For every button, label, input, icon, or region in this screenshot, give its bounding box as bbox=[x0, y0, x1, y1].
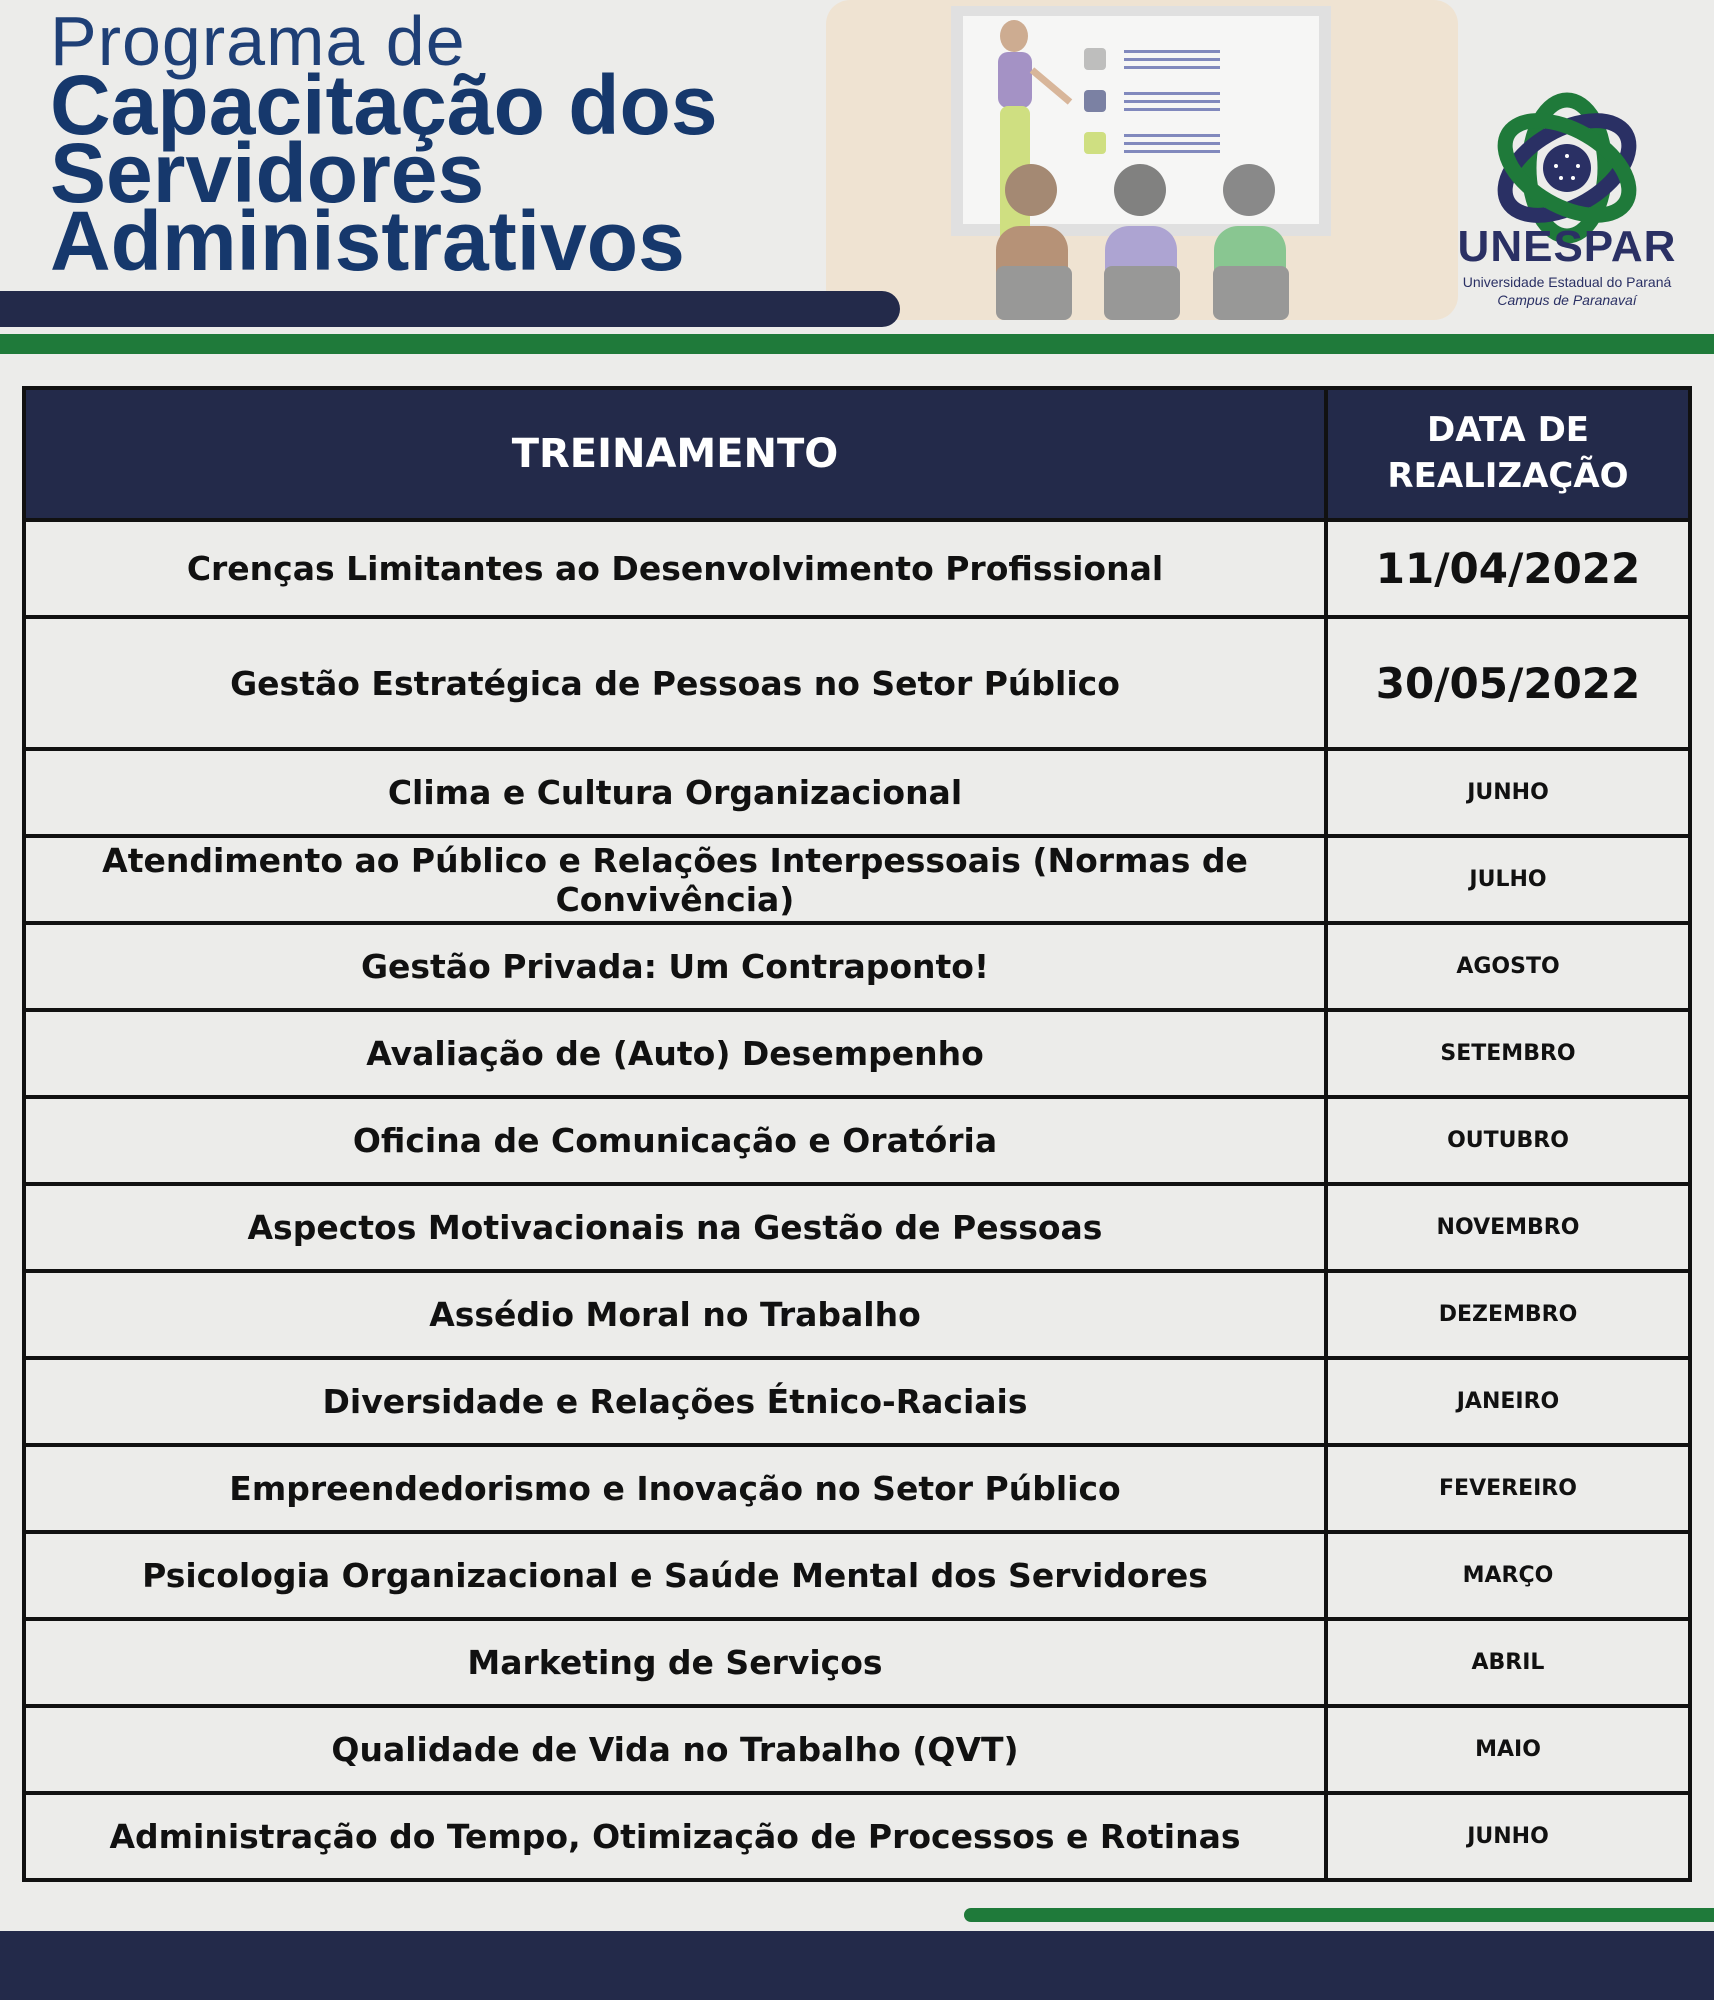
table-row bbox=[24, 1358, 1690, 1445]
training-name: Psicologia Organizacional e Saúde Mental dos Servidores bbox=[24, 1532, 1326, 1619]
classroom-illustration bbox=[826, 0, 1458, 320]
header-dark-divider bbox=[0, 291, 900, 327]
table-row bbox=[24, 1619, 1690, 1706]
table-row bbox=[24, 1010, 1690, 1097]
logo-campus: Campus de Paranavaí bbox=[1497, 292, 1637, 309]
column-header-date bbox=[1326, 388, 1690, 520]
footer-dark-band bbox=[0, 1931, 1714, 2000]
training-date: MARÇO bbox=[1326, 1532, 1690, 1619]
table-row bbox=[24, 1706, 1690, 1793]
training-name: Atendimento ao Público e Relações Interpessoais (Normas de Convivência) bbox=[24, 836, 1326, 923]
table-row bbox=[24, 749, 1690, 836]
training-date: 11/04/2022 bbox=[1326, 520, 1690, 617]
training-name: Assédio Moral no Trabalho bbox=[24, 1271, 1326, 1358]
logo-subtitle: Universidade Estadual do Paraná bbox=[1462, 274, 1672, 290]
training-name: Avaliação de (Auto) Desempenho bbox=[24, 1010, 1326, 1097]
table-row bbox=[24, 923, 1690, 1010]
table-row bbox=[24, 1445, 1690, 1532]
training-schedule-table bbox=[22, 386, 1692, 1882]
footer-green-accent bbox=[964, 1908, 1714, 1922]
training-date: ABRIL bbox=[1326, 1619, 1690, 1706]
training-name: Aspectos Motivacionais na Gestão de Pessoas bbox=[24, 1184, 1326, 1271]
column-header-date-line-2: REALIZAÇÃO bbox=[1387, 456, 1629, 496]
training-name: Oficina de Comunicação e Oratória bbox=[24, 1097, 1326, 1184]
training-date: MAIO bbox=[1326, 1706, 1690, 1793]
header bbox=[0, 0, 1714, 360]
training-date: JUNHO bbox=[1326, 1793, 1690, 1880]
training-name: Clima e Cultura Organizacional bbox=[24, 749, 1326, 836]
title-prefix: Programa de bbox=[50, 2, 466, 80]
training-date: JUNHO bbox=[1326, 749, 1690, 836]
training-date: NOVEMBRO bbox=[1326, 1184, 1690, 1271]
training-name: Empreendedorismo e Inovação no Setor Público bbox=[24, 1445, 1326, 1532]
training-name: Qualidade de Vida no Trabalho (QVT) bbox=[24, 1706, 1326, 1793]
column-header-training: TREINAMENTO bbox=[24, 388, 1326, 520]
table-row bbox=[24, 1097, 1690, 1184]
training-name: Marketing de Serviços bbox=[24, 1619, 1326, 1706]
column-header-date-line-1: DATA DE bbox=[1426, 410, 1590, 451]
training-date: FEVEREIRO bbox=[1326, 1445, 1690, 1532]
logo-text-block bbox=[1442, 222, 1692, 309]
training-date: JANEIRO bbox=[1326, 1358, 1690, 1445]
table-row bbox=[24, 617, 1690, 749]
training-name: Administração do Tempo, Otimização de Processos e Rotinas bbox=[24, 1793, 1326, 1880]
table-row bbox=[24, 836, 1690, 923]
header-green-divider bbox=[0, 334, 1714, 354]
training-date: AGOSTO bbox=[1326, 923, 1690, 1010]
table-row bbox=[24, 520, 1690, 617]
training-name: Gestão Privada: Um Contraponto! bbox=[24, 923, 1326, 1010]
training-name: Gestão Estratégica de Pessoas no Setor Público bbox=[24, 617, 1326, 749]
training-date: SETEMBRO bbox=[1326, 1010, 1690, 1097]
training-date: JULHO bbox=[1326, 836, 1690, 923]
training-date: OUTUBRO bbox=[1326, 1097, 1690, 1184]
table-row bbox=[24, 1184, 1690, 1271]
training-date: 30/05/2022 bbox=[1326, 617, 1690, 749]
title-line-3: Administrativos bbox=[50, 194, 685, 288]
title-line-1: Capacitação dos bbox=[50, 58, 718, 152]
training-name: Crenças Limitantes ao Desenvolvimento Profissional bbox=[24, 520, 1326, 617]
training-date: DEZEMBRO bbox=[1326, 1271, 1690, 1358]
title-line-2: Servidores bbox=[50, 126, 485, 220]
logo-name: UNESPAR bbox=[1457, 222, 1677, 271]
training-name: Diversidade e Relações Étnico-Raciais bbox=[24, 1358, 1326, 1445]
table-row bbox=[24, 1793, 1690, 1880]
table-row bbox=[24, 1271, 1690, 1358]
table-row bbox=[24, 1532, 1690, 1619]
table-header-row bbox=[24, 388, 1690, 520]
